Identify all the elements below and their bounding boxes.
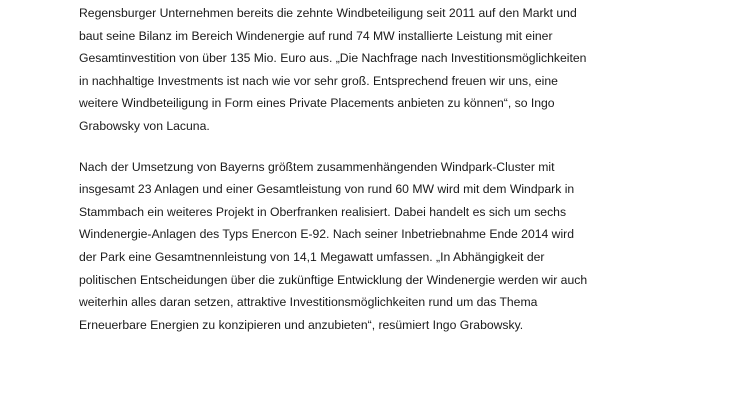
text-line: weiterhin alles daran setzen, attraktive Investitionsmöglichkeiten rund um das Thema bbox=[79, 295, 538, 310]
text-line: Gesamtinvestition von über 135 Mio. Euro aus. „Die Nachfrage nach Investitionsmöglichkeiten bbox=[79, 51, 587, 66]
text-line: politischen Entscheidungen über die zukünftige Entwicklung der Windenergie werden wir auch bbox=[79, 272, 588, 287]
text-line: insgesamt 23 Anlagen und einer Gesamtleistung von rund 60 MW wird mit dem Windpark in bbox=[79, 182, 575, 197]
paragraph-windpark-stammbach bbox=[79, 156, 719, 337]
text-line: Regensburger Unternehmen bereits die zehnte Windbeteiligung seit 2011 auf den Markt und bbox=[79, 6, 577, 20]
text-line: Erneuerbare Energien zu konzipieren und anzubieten“, resümiert Ingo Grabowsky. bbox=[79, 317, 524, 332]
text-line: baut seine Bilanz im Bereich Windenergie auf rund 74 MW installierte Leistung mit einer bbox=[79, 28, 553, 43]
text-line: Stammbach ein weiteres Projekt in Oberfranken realisiert. Dabei handelt es sich um sechs bbox=[79, 204, 567, 219]
document-body bbox=[79, 2, 719, 336]
text-line: Windenergie-Anlagen des Typs Enercon E-92. Nach seiner Inbetriebnahme Ende 2014 wird bbox=[79, 227, 575, 242]
text-line: der Park eine Gesamtnennleistung von 14,1 Megawatt umfassen. „In Abhängigkeit der bbox=[79, 249, 545, 264]
text-line: in nachhaltige Investments ist nach wie vor sehr groß. Entsprechend freuen wir uns, eine bbox=[79, 73, 558, 88]
text-line: Grabowsky von Lacuna. bbox=[79, 118, 210, 133]
paragraph-lacuna-windbeteiligung bbox=[79, 2, 719, 138]
text-line: Nach der Umsetzung von Bayerns größtem zusammenhängenden Windpark-Cluster mit bbox=[79, 159, 555, 174]
text-line: weitere Windbeteiligung in Form eines Private Placements anbieten zu können“, so Ingo bbox=[79, 96, 555, 111]
